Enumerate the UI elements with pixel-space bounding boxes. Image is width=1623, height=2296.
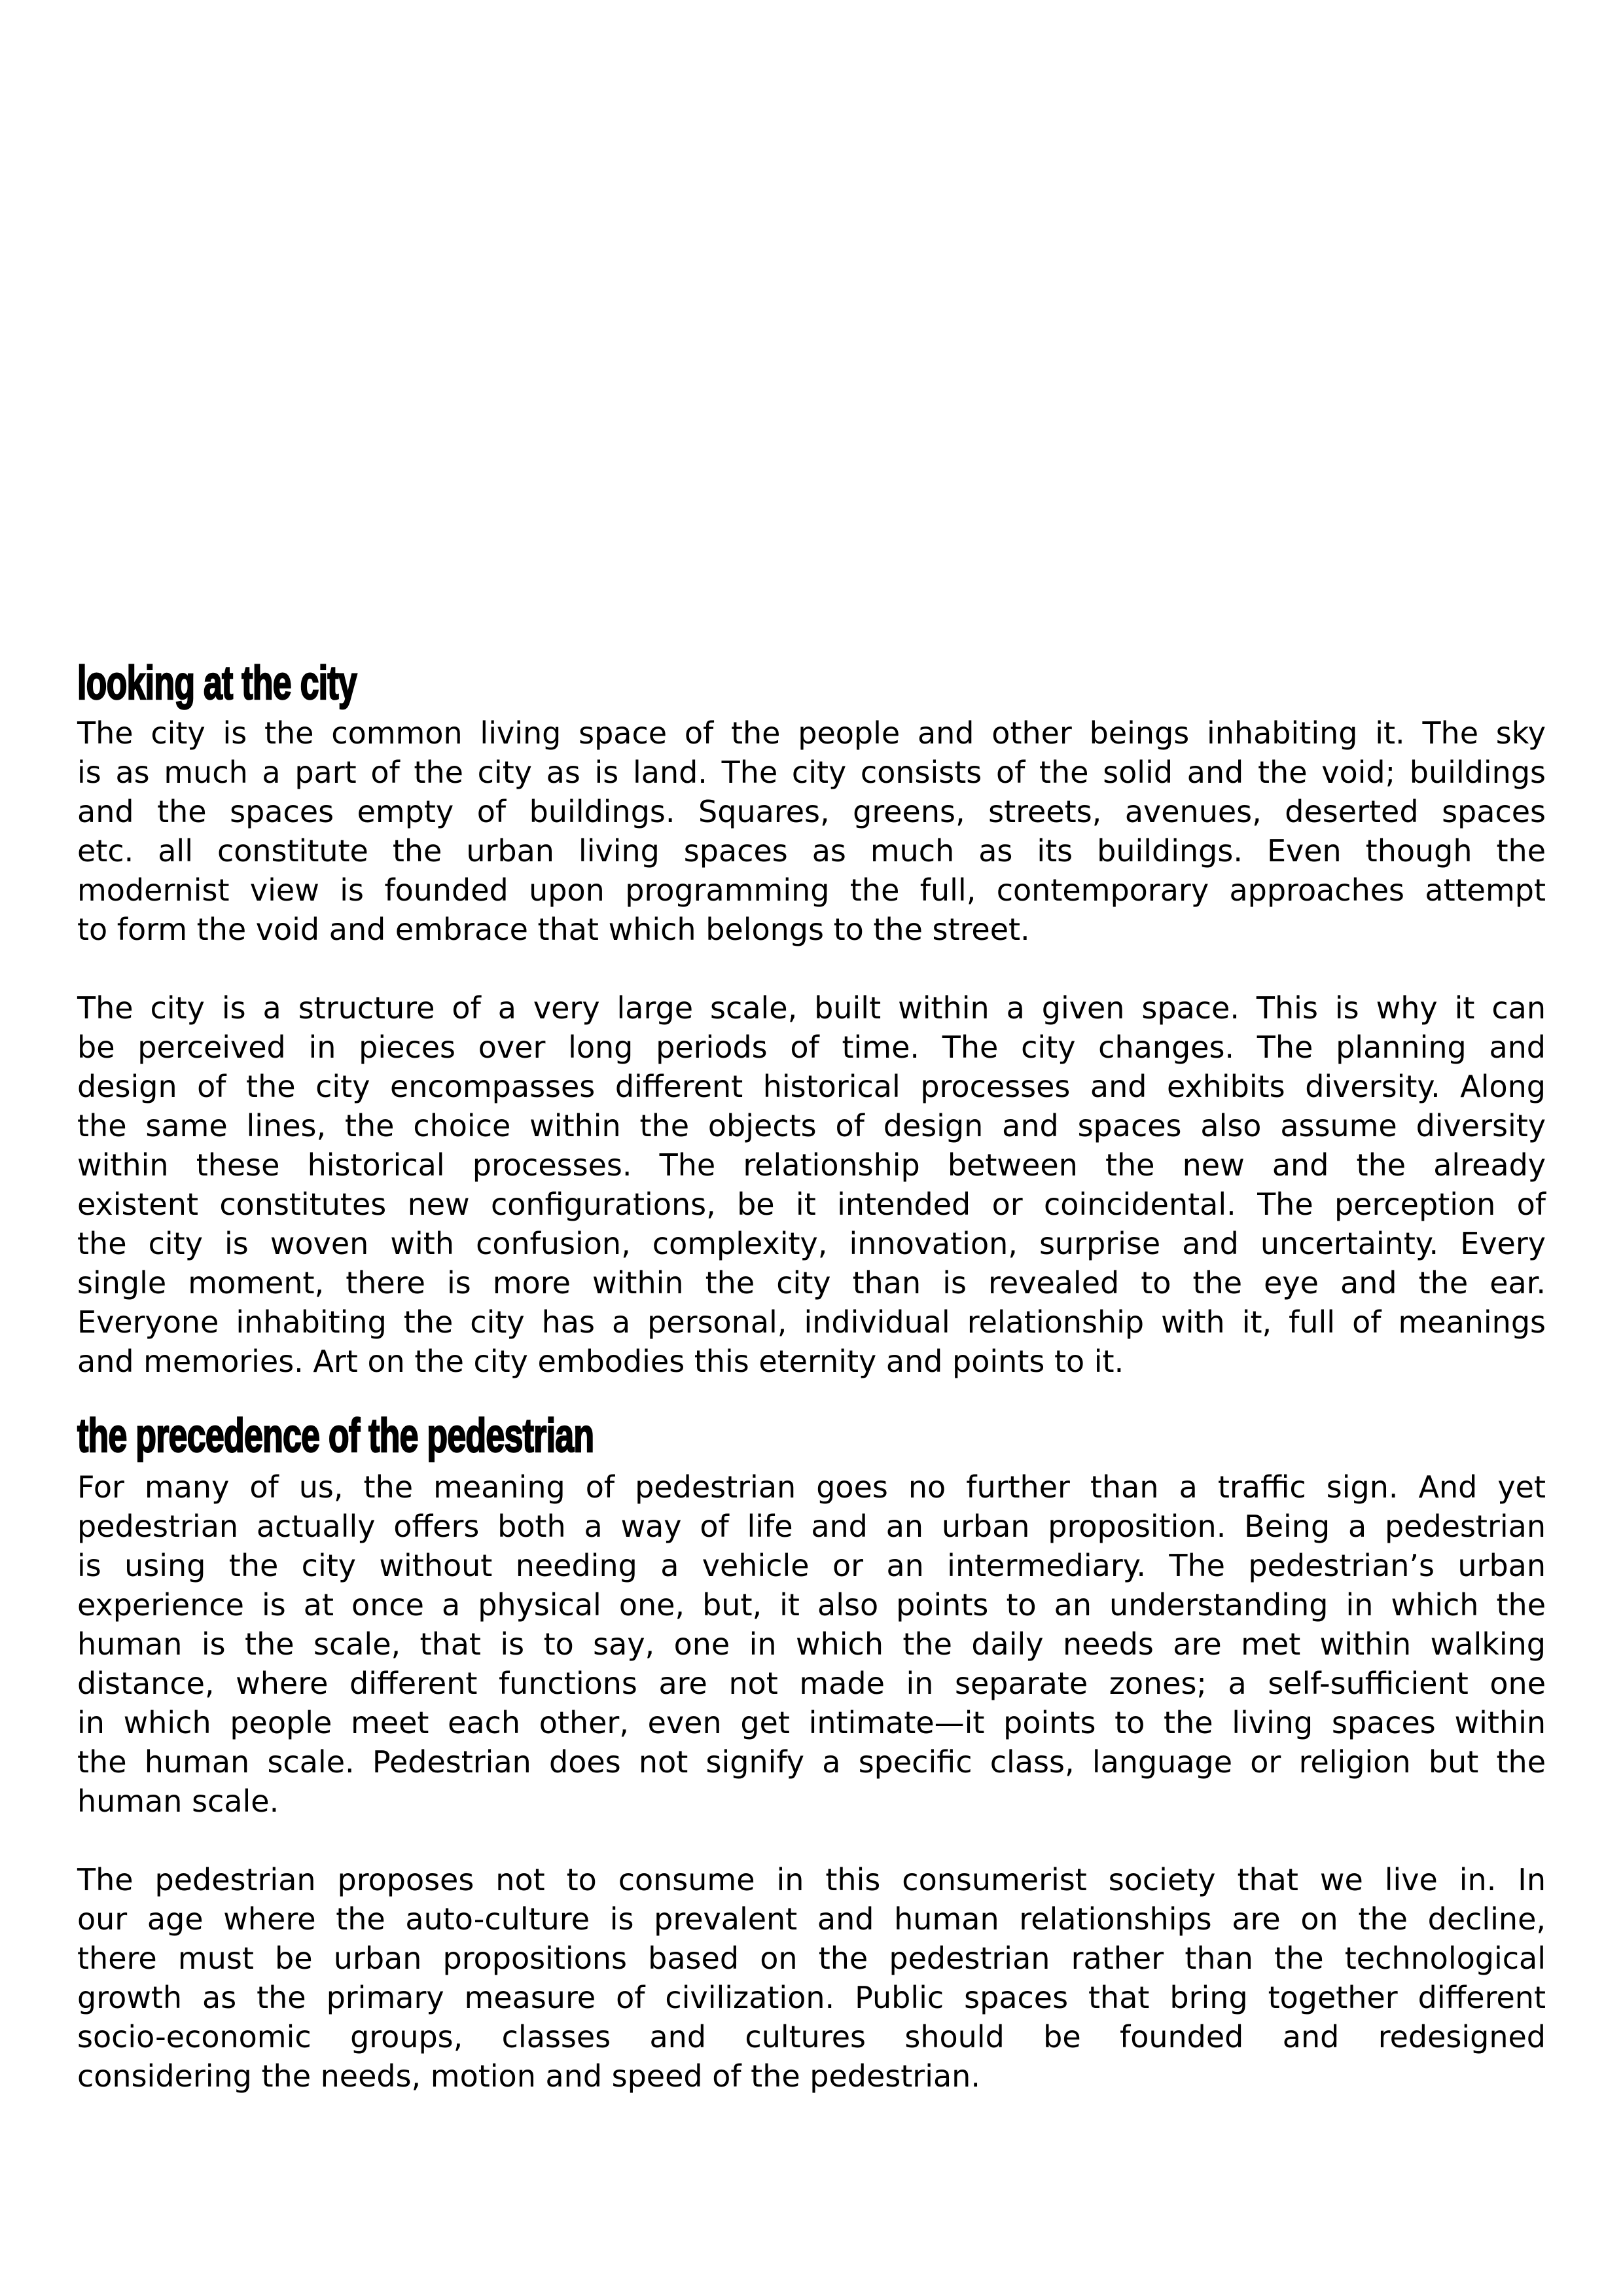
paragraph-line: the human scale. Pedestrian does not signify a specific class, language or religion but the [77,1744,1546,1780]
paragraph-line: Everyone inhabiting the city has a personal, individual relationship with it, full of meanings [77,1304,1546,1340]
paragraph-line: the same lines, the choice within the objects of design and spaces also assume diversity [77,1108,1546,1143]
paragraph-line: and memories. Art on the city embodies this eternity and points to it. [77,1344,1124,1379]
paragraph-pedestrian-proposes [77,1860,1546,2096]
paragraph-line: The city is the common living space of the people and other beings inhabiting it. The sky [77,715,1546,751]
paragraph-line: distance, where different functions are not made in separate zones; a self-sufficient one [77,1666,1546,1701]
paragraph-meaning-of-pedestrian [77,1467,1546,1821]
paragraph-line: to form the void and embrace that which belongs to the street. [77,912,1030,947]
paragraph-line: The city is a structure of a very large scale, built within a given space. This is why it can [77,990,1546,1026]
paragraph-line: growth as the primary measure of civilization. Public spaces that bring together different [77,1980,1546,2015]
paragraph-line: human scale. [77,1784,279,1819]
paragraph-line: existent constitutes new configurations, be it intended or coincidental. The perception of [77,1187,1546,1222]
paragraph-line: The pedestrian proposes not to consume in this consumerist society that we live in. In [77,1862,1546,1897]
paragraph-line: is as much a part of the city as is land. The city consists of the solid and the void; buildings [77,755,1546,790]
paragraph-line: etc. all constitute the urban living spaces as much as its buildings. Even though the [77,833,1546,869]
paragraph-line: pedestrian actually offers both a way of life and an urban proposition. Being a pedestrian [77,1509,1546,1544]
paragraph-line: single moment, there is more within the city than is revealed to the eye and the ear. [77,1265,1546,1300]
paragraph-line: in which people meet each other, even get intimate—it points to the living spaces within [77,1705,1546,1740]
section-heading-precedence-of-pedestrian: the precedence of the pedestrian [77,1410,594,1462]
paragraph-line: and the spaces empty of buildings. Squares, greens, streets, avenues, deserted spaces [77,794,1546,829]
paragraph-line: our age where the auto-culture is prevalent and human relationships are on the decline, [77,1901,1546,1937]
paragraph-line: human is the scale, that is to say, one in which the daily needs are met within walking [77,1626,1546,1662]
paragraph-line: is using the city without needing a vehicle or an intermediary. The pedestrian’s urban [77,1548,1546,1583]
paragraph-line: For many of us, the meaning of pedestrian goes no further than a traffic sign. And yet [77,1469,1546,1505]
paragraph-line: socio-economic groups, classes and cultures should be founded and redesigned [77,2019,1546,2054]
paragraph-line: experience is at once a physical one, but, it also points to an understanding in which the [77,1587,1546,1623]
paragraph-line: design of the city encompasses different historical processes and exhibits diversity. Along [77,1069,1546,1104]
paragraph-line: be perceived in pieces over long periods of time. The city changes. The planning and [77,1030,1546,1065]
paragraph-line: there must be urban propositions based on the pedestrian rather than the technological [77,1941,1546,1976]
section-heading-looking-at-the-city: looking at the city [77,657,357,709]
paragraph-line: within these historical processes. The relationship between the new and the already [77,1147,1546,1183]
paragraph-line: the city is woven with confusion, complexity, innovation, surprise and uncertainty. Every [77,1226,1546,1261]
paragraph-city-structure [77,988,1546,1381]
paragraph-line: modernist view is founded upon programming the full, contemporary approaches attempt [77,872,1546,908]
paragraph-line: considering the needs, motion and speed of the pedestrian. [77,2058,980,2094]
paragraph-city-living-space [77,713,1546,949]
